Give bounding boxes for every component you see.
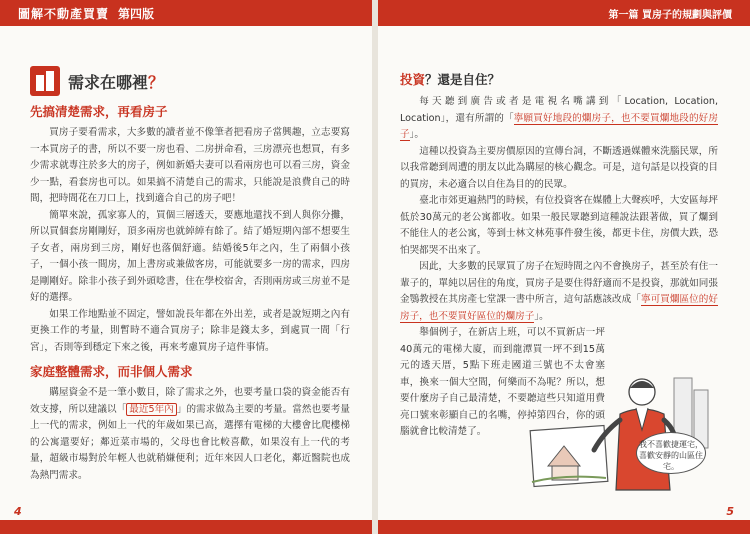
main-heading-text: 需求在哪裡 — [68, 72, 149, 92]
right-heading — [400, 70, 718, 88]
page-gutter — [372, 0, 378, 534]
section2-heading: 家庭整體需求，而非個人需求 — [30, 364, 193, 379]
section1-heading: 先搞清楚需求，再看房子 — [30, 104, 168, 119]
edition-label: 第四版 — [118, 7, 155, 21]
right-paragraph-5: 舉個例子，在新店上班，可以不買新店一坪40萬元的電梯大廈，而到龍潭買一坪不到15萬元的透天厝，5點下班走國道三號也不太會塞車，換來一個大空間，何樂而不為呢？所以，想要什麼房子自己最清楚，不要聽這些只知道用費亮口號來彰顯自己的名嘴，停掉第四台，你的頭腦就會比較清楚了。 — [400, 327, 605, 437]
header-bar-right — [378, 0, 750, 26]
p4-highlight: 寧可買爛區位的好房子，也不要買好區位的爛房子 — [400, 294, 719, 322]
section1-paragraph-2: 簡單來說，孤家寡人的，買個三層透天，要應地還找不到人與你分攤，所以買個套房剛剛好，頂多兩房也就綽綽有餘了。結了婚短期內部不想要生子女者，兩房到三房，剛好也落個舒適。結婚後5年之內，生了兩個小孩子，一個小孩一間房，加上書房或兼做客房，可能就要多一房的需求，四房是剛剛好。除非小孩子到外頭唸書，住在學校宿舍，否則兩房或三房並不是好的選擇。 — [30, 209, 350, 303]
right-paragraph-2: 這種以投資為主要房價原因的宣傳台詞，不斷透過媒體來洗腦民眾，所以我常聽到周遭的朋友以此為購屋的核心觀念。可是，這句話是以投資的目的買房，未必適合以自住為目的的民眾。 — [400, 145, 718, 190]
p1-before: 每天聽到廣告或者是電視名嘴講到「Location, Location, Location」，還有所謂的「 — [400, 96, 718, 124]
right-paragraph-3: 臺北市郊更遍熱門的時候，有位投資客在媒體上大聲疾呼，大安區每坪低於30萬元的老公寓都收。如果一般民眾聽到這種說法跟著做，買了爛到不能住人的老公寓，等到士林文林苑事件發生後，都更卡住，房價大跌，恐怕哭都哭不出來了。 — [400, 195, 718, 256]
chapter-label: 第一篇 買房子的規劃與評價 — [608, 10, 732, 21]
main-heading-row — [30, 66, 350, 96]
building-icon — [30, 66, 60, 96]
main-heading — [68, 70, 164, 93]
page-number-right: 5 — [726, 505, 734, 518]
footer-bar-left — [0, 520, 372, 534]
section2-text-after: 」的需求做為主要的考量。當然也要考量上一代的需求，例如上一代的年歲如果已高，選擇有電梯的大樓會比爬樓梯的公寓還要好；鄰近菜市場的，父母也會比較喜歡，如果沒有上一代的考量，超級市場對於年輕人也就稍嫌便利；近年來因人口老化，鄰近醫院也成為熱門需求。 — [30, 403, 351, 481]
p1-highlight: 寧願買好地段的爛房子，也不要買爛地段的好房子 — [400, 112, 719, 140]
page-number-left: 4 — [14, 505, 22, 518]
footer-bar-right — [378, 520, 750, 534]
right-paragraph-1 — [400, 94, 718, 144]
right-heading-rest: ？還是自住？ — [425, 72, 501, 87]
p4-after: 」。 — [534, 310, 549, 322]
section1-paragraph-1: 買房子要看需求，大多數的讀者並不像筆者把看房子當興趣，立志要寫一本買房子的書，所以不要一房也看、二房拼命看，三房漂亮也想買，有多少需求就專注於多大的房子，例如新婚夫妻可以看兩房也可以看三房，資金少一點，看套房也可以。如果搞不清楚自己的需求，只能說是浪費自己的時間，把時間花在刀口上，找到適合自己的房子吧！ — [30, 127, 350, 204]
p4-before: 因此，大多數的民眾買了房子在短時間之內不會換房子，甚至於有住一輩子的，單純以居住的角度，買房子是要住得舒適而不是投資，那就如同張金鶚教授在其房產七堂課一書中所言，這句話應該改成「 — [400, 261, 718, 305]
left-page-column — [30, 66, 350, 484]
section2-highlight: 最近5年內 — [126, 403, 177, 416]
main-heading-mark: ？ — [148, 72, 165, 92]
section2-paragraph — [30, 385, 350, 484]
speech-bubble: 我不喜歡捷運宅，喜歡安靜的山區住宅。 — [636, 432, 706, 474]
p1-after: 」。 — [409, 129, 424, 140]
header-bar-left — [0, 0, 372, 26]
section2-text-before: 購屋資金不是一筆小數目，除了需求之外，也要考量口袋的資金能否有效支撐，所以建議以「 — [30, 387, 350, 415]
section1-paragraph-3: 如果工作地點並不固定，譬如說長年都在外出差，或者是說短期之內有更換工作的考量，則暫時不適合買房子；除非是錢太多，到處買一間「行宮」，否則等到穩定下來之後，再來考慮買房子這件事情。 — [30, 308, 350, 353]
book-title: 圖解不動產買賣 — [18, 7, 110, 21]
right-heading-highlight: 投資 — [400, 72, 426, 87]
right-paragraph-4 — [400, 259, 718, 325]
